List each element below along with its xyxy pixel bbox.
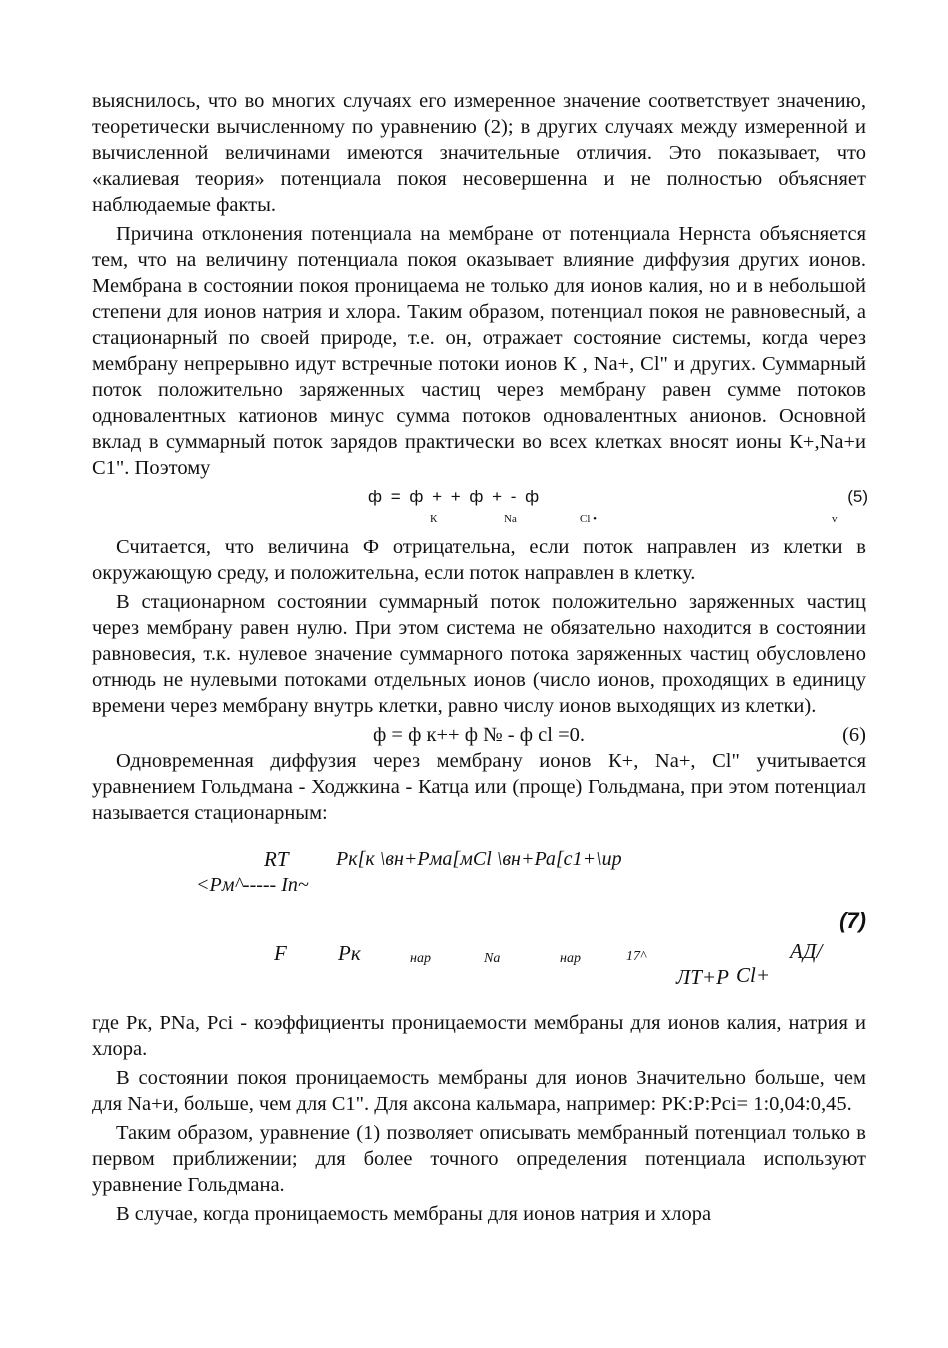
- paragraph-4: В стационарном состоянии суммарный поток положительно заряженных частиц через мембрану равен нулю. При этом система не обязательно находится в состоянии равновесия, т.к. нулевое значение суммарного потока заряженных частиц обусловлено отнюдь не нулевыми потоками отдельных ионов (число ионов, проходящих в единицу времени через мембрану внутрь клетки, равно числу ионов выходящих из клетки).: [92, 591, 866, 717]
- paragraph-9: В случае, когда проницаемость мембраны для ионов натрия и хлора: [116, 1203, 712, 1225]
- equation-5: [92, 484, 866, 524]
- equation-7: [92, 830, 866, 1008]
- equation-7-numerator: Рк[к \вн+Рма[мСl \вн+Ра[с1+\ир: [336, 848, 622, 870]
- paragraph-2: Причина отклонения потенциала на мембране от потенциала Нернста объясняется тем, что на величину потенциала покоя оказывает влияние диффузия других ионов. Мембрана в состоянии покоя проницаема не только для ионов калия, но и в небольшой степени для ионов натрия и хлора. Таким образом, потенциал покоя не равновесный, а стационарный по своей природе, т.е. он, отражает состояние системы, когда через мембрану непрерывно идут встречные потоки ионов К , Na+, Cl" и других. Суммарный поток положительно заряженных частиц через мембрану равен сумме потоков одновалентных катионов минус сумма потоков одновалентных анионов. Основной вклад в суммарный поток зарядов практически во всех клетках вносят ионы К+,Na+и С1". Поэтому: [92, 223, 866, 479]
- equation-6-number: (6): [842, 724, 866, 746]
- paragraph-5: Одновременная диффузия через мембрану ионов К+, Na+, Cl" учитывается уравнением Гольдмана - Ходжкина - Катца или (проще) Гольдмана, при этом потенциал называется стационарным:: [92, 750, 866, 824]
- equation-5-sub-k: К: [430, 513, 438, 525]
- document-page: [92, 88, 866, 1230]
- equation-7-number: (7): [839, 908, 866, 933]
- equation-7-17: 17^: [626, 949, 646, 964]
- equation-7-ad: АД/: [790, 939, 823, 963]
- equation-7-f: F: [274, 941, 287, 965]
- equation-5-sub-na: Na: [504, 513, 517, 525]
- equation-7-rt: RT: [264, 847, 289, 871]
- equation-5-sub-v: v: [832, 513, 838, 525]
- equation-7-nar-2: нар: [560, 951, 581, 966]
- equation-7-cl: Cl+: [736, 963, 771, 987]
- paragraph-3: Считается, что величина Ф отрицательна, если поток направлен из клетки в окружающую среду, и положительна, если поток направлен в клетку.: [92, 536, 866, 584]
- equation-7-pk: Рк: [338, 941, 361, 965]
- paragraph-8: Таким образом, уравнение (1) позволяет описывать мембранный потенциал только в первом приближении; для более точного определения потенциала используют уравнение Гольдмана.: [92, 1122, 866, 1196]
- equation-6-main: ф = ф к++ ф № - ф cl =0.: [372, 724, 586, 746]
- paragraph-6: где Рк, PNa, Pci - коэффициенты проницаемости мембраны для ионов калия, натрия и хлора.: [92, 1012, 866, 1060]
- equation-5-sub-cl: Cl •: [580, 513, 597, 525]
- paragraph-7: В состоянии покоя проницаемость мембраны для ионов Значительно больше, чем для Na+и, больше, чем для С1". Для аксона кальмара, например: PK:P:Pci= 1:0,04:0,45.: [92, 1067, 866, 1115]
- equation-5-main: ф = ф + + ф + - ф: [368, 487, 540, 506]
- equation-6: [92, 722, 866, 748]
- equation-7-pt: ЛТ+Р: [676, 965, 729, 989]
- equation-7-na: Na: [484, 951, 501, 966]
- paragraph-1: выяснилось, что во многих случаях его измеренное значение соответствует значению, теоретически вычисленному по уравнению (2); в других случаях между измеренной и вычисленной величинами имеются значительные отличия. Это показывает, что «калиевая теория» потенциала покоя несовершенна и не полностью объясняет наблюдаемые факты.: [92, 90, 866, 216]
- equation-7-nar-1: нар: [410, 951, 431, 966]
- equation-5-number: (5): [847, 487, 868, 506]
- equation-7-lhs: <Рм^----- In~: [196, 874, 309, 896]
